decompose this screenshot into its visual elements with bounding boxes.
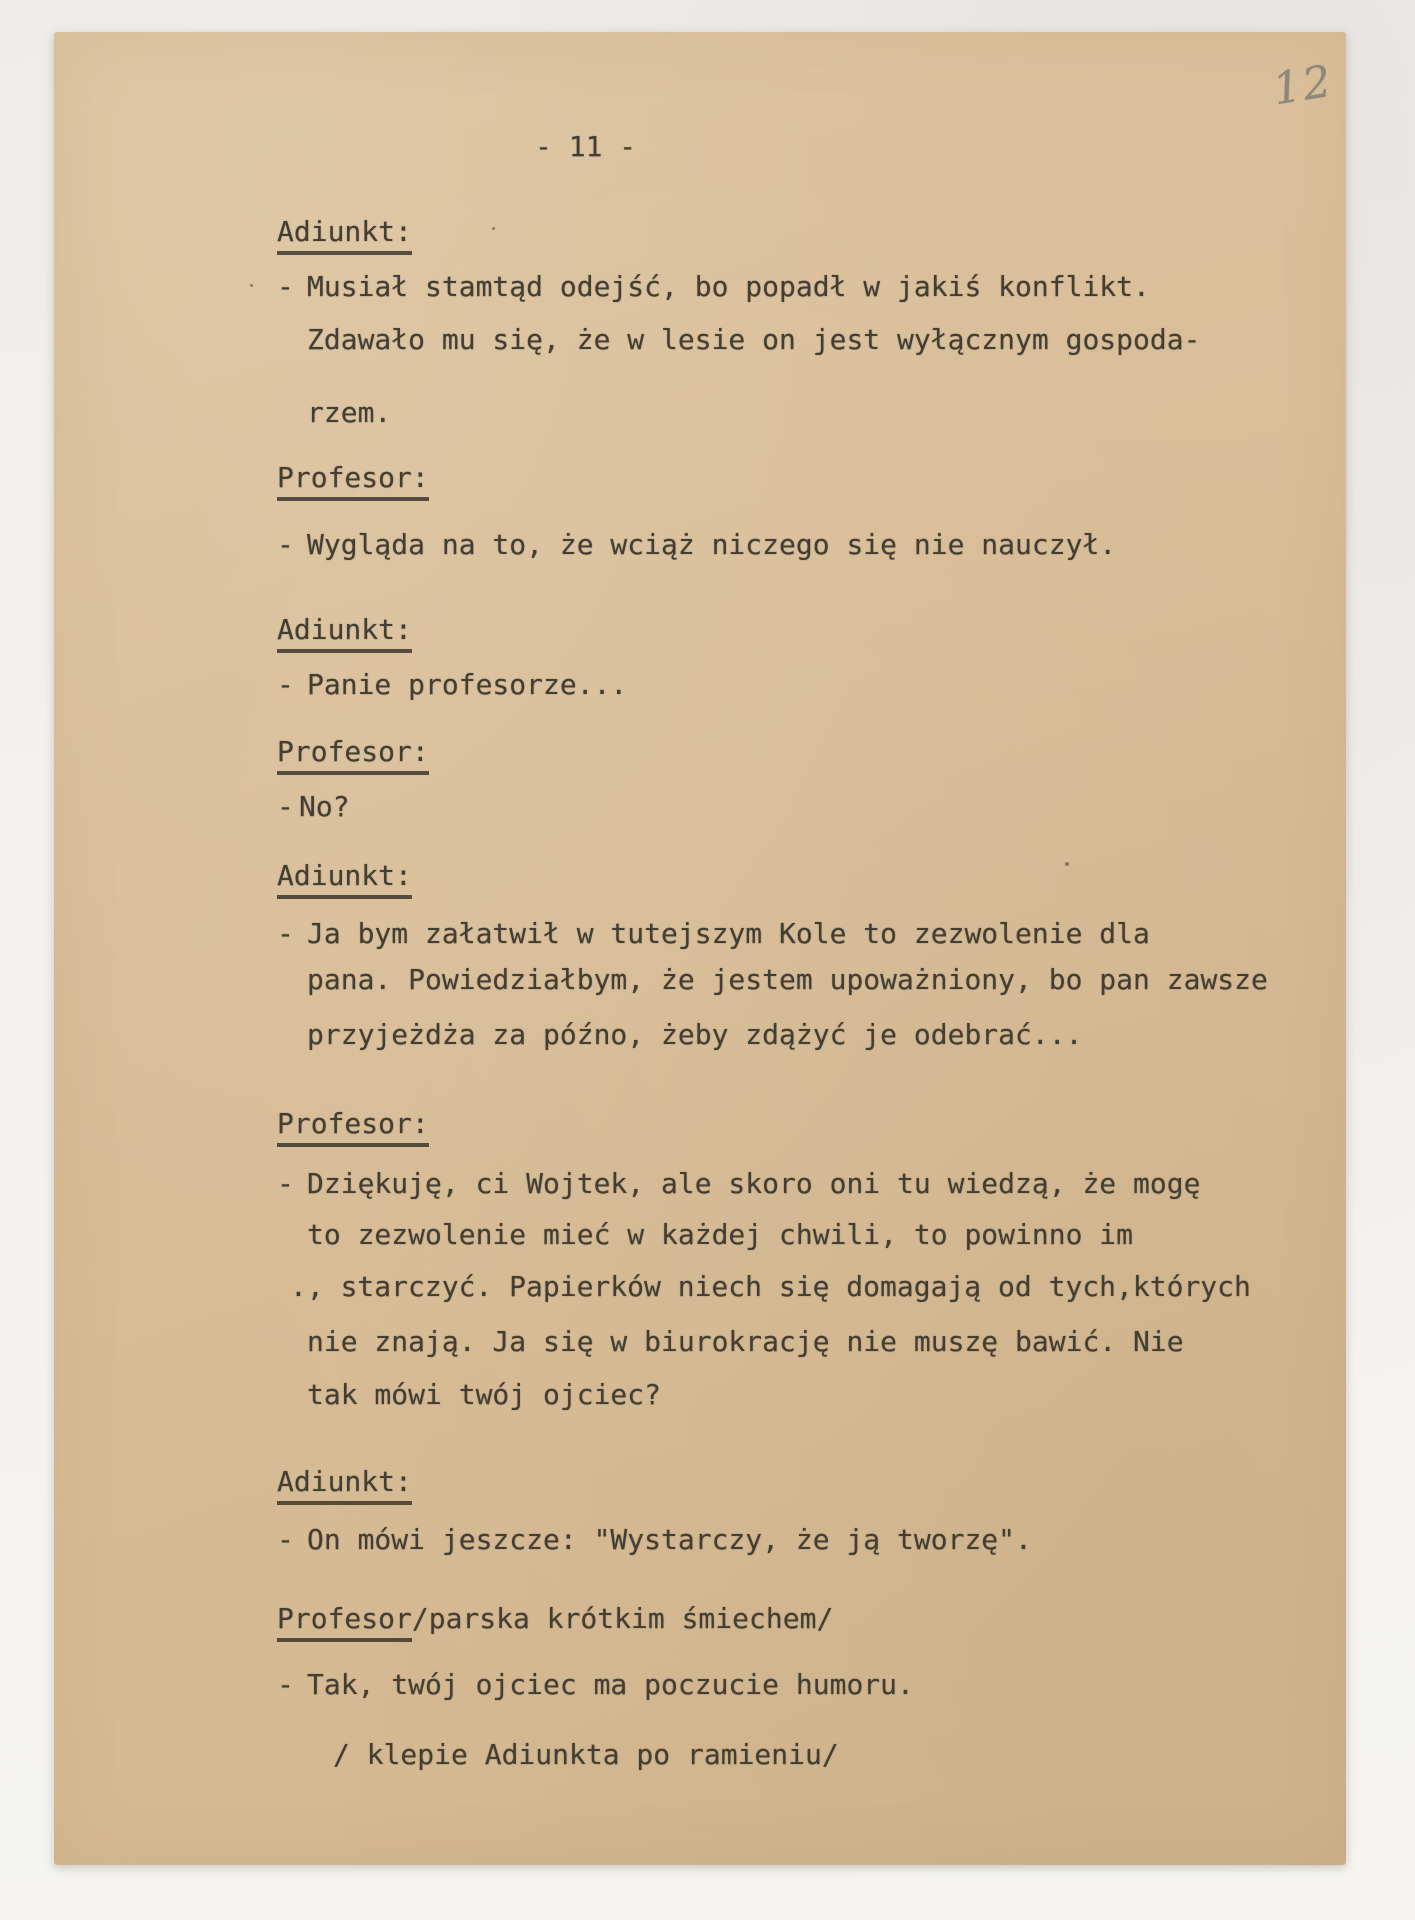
dialogue-dash: - [277,668,294,701]
dialogue-dash: - [277,917,294,950]
dialogue-line [277,917,1150,951]
dialogue-dash: - [277,1668,294,1701]
speaker-name: Profesor: [277,735,429,775]
page-number: - 11 - [535,130,637,163]
dialogue-line [277,1668,914,1702]
speaker-label [277,613,412,653]
speaker-label [277,215,412,255]
stage-direction: / klepie Adiunkta po ramieniu/ [333,1738,839,1771]
dialogue-line [277,270,1150,304]
dialogue-line [277,1523,1032,1557]
speaker-label [277,735,429,775]
dialogue-line: ., starczyć. Papierków niech się domagają od tych,których [290,1270,1251,1303]
speaker-label [277,1107,429,1147]
speaker-label [277,859,412,899]
dialogue-text: Wygląda na to, że wciąż niczego się nie nauczył. [307,528,1117,561]
handwritten-page-number: 12 [1269,55,1337,116]
dialogue-line [277,790,350,824]
paper-speck [1065,862,1069,866]
dialogue-dash: - [277,790,294,823]
speaker-label [277,1602,833,1642]
dialogue-line: Zdawało mu się, że w lesie on jest wyłącznym gospoda- [307,323,1201,356]
dialogue-line: tak mówi twój ojciec? [307,1378,662,1411]
speaker-name: Adiunkt: [277,1465,412,1505]
speaker-name: Profesor [277,1602,412,1642]
dialogue-text: On mówi jeszcze: "Wystarczy, że ją tworzę". [307,1523,1032,1556]
dialogue-line: rzem. [307,396,392,429]
dialogue-line: pana. Powiedziałbym, że jestem upoważniony, bo pan zawsze [307,963,1268,996]
speaker-name: Profesor: [277,1107,429,1147]
speaker-name: Adiunkt: [277,613,412,653]
dialogue-line: przyjeżdża za późno, żeby zdążyć je odebrać... [307,1018,1083,1051]
speaker-name: Adiunkt: [277,215,412,255]
dialogue-dash: - [277,528,294,561]
dialogue-text: Dziękuję, ci Wojtek, ale skoro oni tu wiedzą, że mogę [307,1167,1201,1200]
dialogue-line [277,528,1116,562]
dialogue-dash: - [277,1523,294,1556]
paper-speck [492,227,495,230]
paper-speck [250,284,253,287]
stage-direction: /parska krótkim śmiechem/ [411,1602,834,1635]
dialogue-text: Ja bym załatwił w tutejszym Kole to zezwolenie dla [307,917,1150,950]
dialogue-dash: - [277,270,294,303]
dialogue-line [277,668,627,702]
dialogue-text: Tak, twój ojciec ma poczucie humoru. [307,1668,914,1701]
speaker-label [277,461,429,501]
dialogue-text: Panie profesorze... [307,668,628,701]
speaker-name: Adiunkt: [277,859,412,899]
paper [54,32,1346,1865]
speaker-label [277,1465,412,1505]
dialogue-line [277,1167,1200,1201]
dialogue-line: nie znają. Ja się w biurokrację nie muszę bawić. Nie [307,1325,1184,1358]
dialogue-text: No? [299,790,350,823]
dialogue-dash: - [277,1167,294,1200]
dialogue-line: to zezwolenie mieć w każdej chwili, to powinno im [307,1218,1134,1251]
speaker-name: Profesor: [277,461,429,501]
dialogue-text: Musiał stamtąd odejść, bo popadł w jakiś konflikt. [307,270,1150,303]
